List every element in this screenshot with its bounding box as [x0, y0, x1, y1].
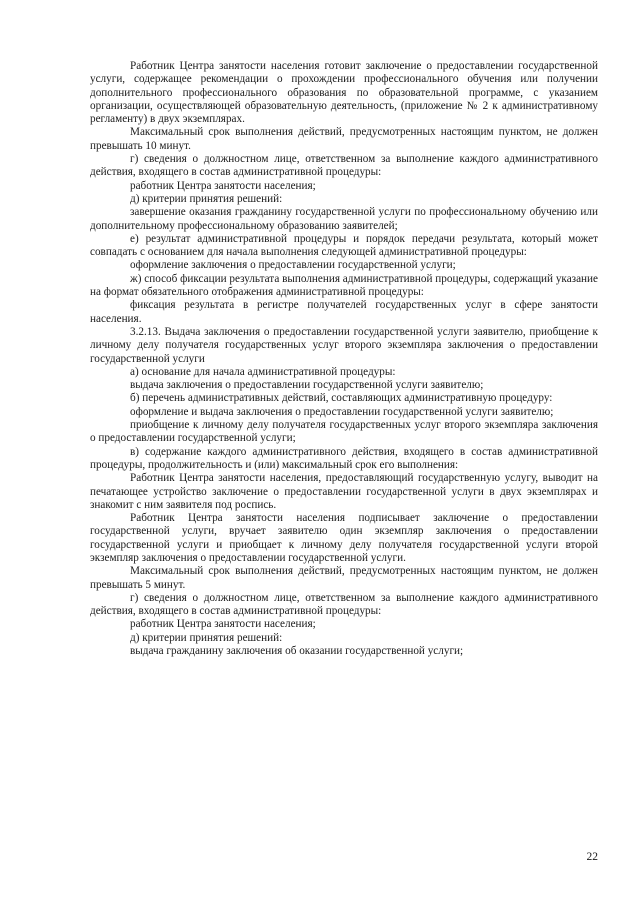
paragraph: работник Центра занятости населения;	[130, 618, 316, 631]
paragraph: фиксация результата в регистре получателей государственных услуг в сфере занятости населения.	[90, 299, 598, 325]
paragraph: работник Центра занятости населения;	[130, 179, 316, 192]
paragraph: Максимальный срок выполнения действий, предусмотренных настоящим пунктом, не должен превышать 5 минут.	[90, 565, 598, 591]
paragraph: выдача заключения о предоставлении государственной услуги заявителю;	[130, 379, 484, 392]
paragraph: Работник Центра занятости населения подписывает заключение о предоставлении государственной услуги, вручает заявителю один экземпляр заключения о предоставлении государственной услуги и приобщает к личному делу получателя государственной услуги второй экземпляр заключения о предоставлении государственной услуги.	[90, 512, 598, 564]
paragraph: д) критерии принятия решений:	[130, 631, 283, 644]
paragraph: г) сведения о должностном лице, ответственном за выполнение каждого административного действия, входящего в состав административной процедуры:	[90, 153, 598, 179]
paragraph: Максимальный срок выполнения действий, предусмотренных настоящим пунктом, не должен превышать 10 минут.	[90, 126, 598, 152]
paragraph: б) перечень административных действий, составляющих административную процедуру:	[130, 392, 553, 405]
paragraph: оформление и выдача заключения о предоставлении государственной услуги заявителю;	[130, 405, 554, 418]
paragraph: оформление заключения о предоставлении государственной услуги;	[130, 259, 456, 272]
paragraph: в) содержание каждого административного действия, входящего в состав административной процедуры, продолжительность и (или) максимальный срок его выполнения:	[90, 445, 598, 471]
paragraph: завершение оказания гражданину государственной услуги по профессиональному обучению или дополнительному профессиональному образованию заявителей;	[90, 206, 598, 232]
paragraph: Работник Центра занятости населения, предоставляющий государственную услугу, выводит на печатающее устройство заключение о предоставлении государственной услуги в двух экземплярах и знакомит с ним заявителя под роспись.	[90, 472, 598, 511]
body-text	[90, 60, 598, 658]
section-heading: 3.2.13. Выдача заключения о предоставлении государственной услуги заявителю, приобщение к личному делу получателя государственных услуг второго экземпляра заключения о предоставлении государственной услуги	[90, 325, 598, 365]
paragraph: а) основание для начала административной процедуры:	[130, 365, 396, 378]
paragraph: г) сведения о должностном лице, ответственном за выполнение каждого административного действия, входящего в состав административной процедуры:	[90, 591, 598, 618]
paragraph: выдача гражданину заключения об оказании государственной услуги;	[130, 645, 464, 658]
paragraph: приобщение к личному делу получателя государственных услуг второго экземпляра заключения о предоставлении государственной услуги;	[90, 419, 598, 445]
paragraph: Работник Центра занятости населения готовит заключение о предоставлении государственной услуги, содержащее рекомендации о прохождении профессионального обучения или получении дополнительного профессионального образования по образовательной программе, с указанием организации, осуществляющей образовательную деятельность, (приложение № 2 к административному регламенту) в двух экземплярах.	[90, 60, 598, 126]
page-number: 22	[586, 851, 598, 863]
paragraph: д) критерии принятия решений:	[130, 192, 283, 205]
paragraph: ж) способ фиксации результата выполнения административной процедуры, содержащий указание на формат обязательного отображения административной процедуры:	[90, 272, 598, 299]
paragraph: е) результат административной процедуры и порядок передачи результата, который может совпадать с основанием для начала выполнения следующей административной процедуры:	[90, 232, 598, 259]
